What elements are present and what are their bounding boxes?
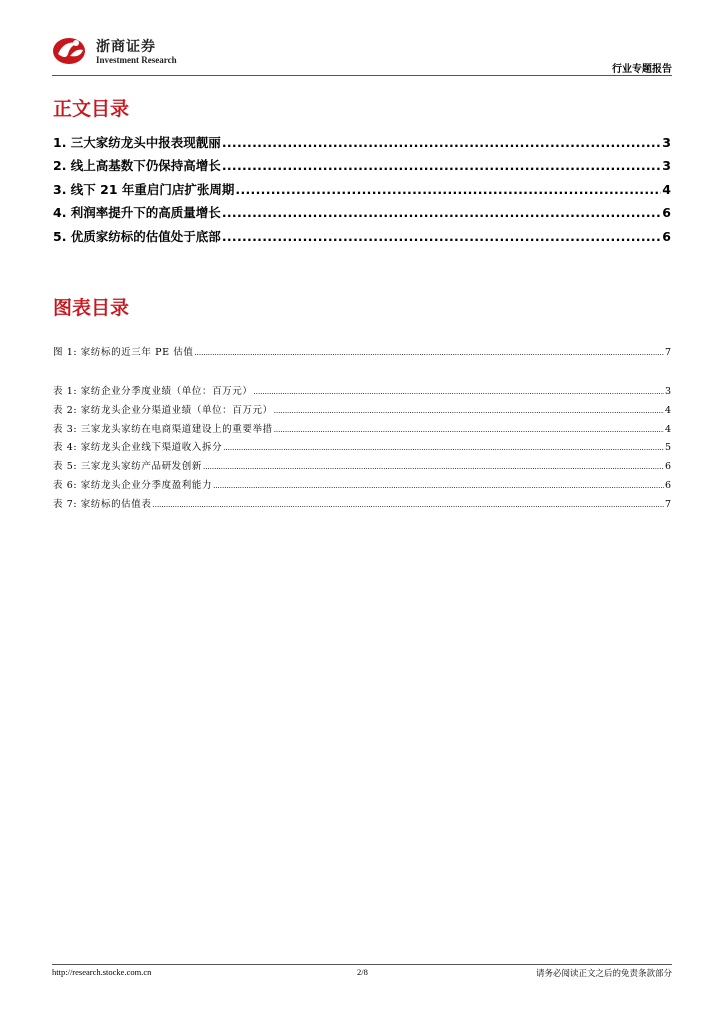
- table-item-page[interactable]: 4: [664, 423, 671, 435]
- toc-item-page[interactable]: 3: [662, 135, 671, 150]
- table-item-page[interactable]: 5: [664, 442, 671, 454]
- table-item-label[interactable]: 表 3: 三家龙头家纺在电商渠道建设上的重要举措: [53, 423, 273, 435]
- toc-item-page[interactable]: 4: [662, 181, 671, 197]
- fig-leader: [274, 407, 664, 415]
- toc-leader: [222, 135, 661, 150]
- table-list-item[interactable]: [53, 439, 671, 458]
- company-logo: [52, 30, 182, 72]
- fig-leader: [223, 444, 664, 452]
- toc-item-label[interactable]: 4. 利润率提升下的高质量增长: [53, 205, 221, 221]
- chart-item-page[interactable]: 7: [664, 347, 671, 358]
- table-item-page[interactable]: 7: [664, 498, 671, 510]
- toc-title: 正文目录: [53, 98, 130, 120]
- toc-leader: [235, 182, 661, 197]
- table-item-page[interactable]: 6: [664, 461, 671, 473]
- fig-leader: [203, 463, 664, 471]
- page-footer: [52, 967, 672, 983]
- table-item-page[interactable]: 4: [664, 404, 671, 416]
- table-list-item[interactable]: [53, 421, 671, 440]
- toc-item[interactable]: [53, 180, 671, 203]
- toc-list: [53, 133, 671, 250]
- toc-item-label[interactable]: 2. 线上高基数下仍保持高增长: [53, 158, 221, 174]
- fig-leader: [194, 349, 664, 357]
- table-item-label[interactable]: 表 2: 家纺龙头企业分渠道业绩（单位：百万元）: [53, 404, 273, 416]
- toc-leader: [222, 158, 661, 173]
- fig-leader: [153, 501, 664, 509]
- table-list-item[interactable]: [53, 477, 671, 496]
- toc-item[interactable]: [53, 227, 671, 250]
- toc-item-page[interactable]: 3: [662, 158, 671, 174]
- table-item-label[interactable]: 表 1: 家纺企业分季度业绩（单位：百万元）: [53, 386, 253, 397]
- toc-item-page[interactable]: 6: [662, 228, 671, 244]
- toc-leader: [222, 205, 661, 220]
- table-item-page[interactable]: 3: [664, 386, 671, 397]
- table-list: [53, 383, 671, 515]
- chart-list-item[interactable]: [53, 344, 671, 363]
- table-item-page[interactable]: 6: [664, 479, 671, 491]
- table-list-item[interactable]: [53, 458, 671, 477]
- toc-item[interactable]: [53, 133, 671, 156]
- logo-emblem-icon: [52, 34, 88, 66]
- toc-item-label[interactable]: 3. 线下 21 年重启门店扩张周期: [53, 181, 235, 197]
- fig-leader: [274, 426, 664, 434]
- table-list-item[interactable]: [53, 383, 671, 402]
- report-type: 行业专题报告: [612, 64, 672, 75]
- toc-item-page[interactable]: 6: [662, 205, 671, 221]
- figures-title: 图表目录: [53, 297, 130, 319]
- table-item-label[interactable]: 表 4: 家纺龙头企业线下渠道收入拆分: [53, 442, 223, 454]
- chart-item-label[interactable]: 图 1: 家纺标的近三年 PE 估值: [53, 347, 194, 358]
- toc-item[interactable]: [53, 203, 671, 226]
- toc-item-label[interactable]: 1. 三大家纺龙头中报表现靓丽: [53, 135, 221, 150]
- toc-item-label[interactable]: 5. 优质家纺标的估值处于底部: [53, 228, 221, 244]
- toc-item[interactable]: [53, 156, 671, 179]
- logo-name-cn: 浙商证券: [96, 39, 156, 55]
- toc-leader: [222, 229, 661, 244]
- fig-leader: [213, 482, 664, 490]
- table-item-label[interactable]: 表 7: 家纺标的估值表: [53, 498, 152, 510]
- footer-divider: [52, 964, 672, 965]
- table-item-label[interactable]: 表 6: 家纺龙头企业分季度盈利能力: [53, 479, 213, 491]
- footer-disclaimer: 请务必阅读正文之后的免责条款部分: [535, 969, 672, 979]
- fig-leader: [254, 388, 664, 396]
- footer-url-link[interactable]: http://research.stocke.com.cn: [52, 967, 152, 977]
- page-header: [52, 30, 672, 76]
- chart-list: [53, 344, 671, 363]
- page-number: 2/8: [357, 967, 368, 977]
- table-list-item[interactable]: [53, 496, 671, 515]
- table-list-item[interactable]: [53, 402, 671, 421]
- header-divider: [52, 75, 672, 76]
- logo-name-en: Investment Research: [96, 55, 177, 65]
- table-item-label[interactable]: 表 5: 三家龙头家纺产品研发创新: [53, 461, 202, 473]
